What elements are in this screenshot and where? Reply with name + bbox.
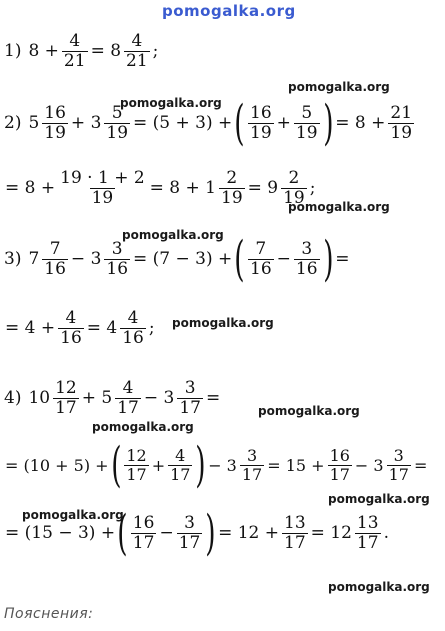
- denominator: 17: [329, 464, 350, 484]
- parenthesized-group: ( $\frac{16}{17}$ − $\frac{3}{17}$ ): [117, 505, 216, 561]
- term: − 3: [208, 455, 237, 475]
- fraction: [387, 447, 411, 483]
- term: = 8 + 1: [149, 178, 216, 198]
- explanations-heading: Пояснения:: [4, 606, 94, 622]
- item-label: 4): [4, 388, 22, 408]
- denominator: 19: [91, 187, 114, 208]
- numerator: 4: [127, 307, 139, 328]
- fraction: [104, 104, 130, 142]
- numerator: 16: [329, 445, 350, 465]
- fraction: [120, 309, 146, 347]
- denominator: 17: [179, 397, 201, 418]
- watermark: pomogalka.org: [92, 420, 194, 434]
- term: ;: [152, 41, 159, 61]
- fraction: [355, 514, 381, 552]
- term: = 8 +: [5, 178, 56, 198]
- term: 7: [28, 249, 40, 269]
- fraction: [62, 32, 88, 70]
- term: = (10 + 5) +: [5, 455, 109, 475]
- numerator: 3: [111, 238, 123, 259]
- denominator: 16: [44, 258, 66, 279]
- equation-1: [4, 24, 159, 78]
- fraction: [124, 32, 150, 70]
- fraction: [281, 169, 307, 207]
- watermark: pomogalka.org: [172, 316, 274, 330]
- numerator: 4: [175, 445, 186, 465]
- numerator: 3: [301, 238, 313, 259]
- fraction: [124, 447, 148, 483]
- parenthesized-group: ( $\frac{16}{19}$ + $\frac{5}{19}$ ): [234, 95, 334, 151]
- denominator: 19: [221, 187, 243, 208]
- denominator: 19: [250, 122, 272, 143]
- term: + 5: [81, 388, 113, 408]
- term: = 8: [90, 41, 122, 61]
- denominator: 19: [283, 187, 305, 208]
- numerator: 4: [122, 377, 134, 398]
- operator: +: [151, 455, 166, 475]
- numerator: 5: [301, 102, 313, 123]
- numerator: 16: [250, 102, 272, 123]
- watermark: pomogalka.org: [122, 228, 224, 242]
- term: =: [335, 249, 350, 269]
- fraction: [58, 169, 147, 207]
- denominator: 17: [117, 397, 139, 418]
- fraction: [131, 514, 157, 552]
- denominator: 19: [390, 122, 413, 143]
- denominator: 16: [60, 327, 82, 348]
- denominator: 16: [106, 258, 129, 279]
- denominator: 19: [295, 122, 318, 143]
- denominator: 16: [122, 327, 144, 348]
- denominator: 17: [356, 532, 379, 553]
- denominator: 17: [178, 532, 201, 553]
- denominator: 21: [126, 50, 148, 71]
- item-label: 3): [4, 249, 22, 269]
- term: = (7 − 3) +: [133, 249, 233, 269]
- term: 8 +: [28, 41, 59, 61]
- numerator: 12: [126, 445, 147, 465]
- operator: −: [159, 523, 174, 543]
- numerator: 4: [131, 30, 143, 51]
- numerator: 3: [184, 512, 195, 533]
- denominator: 17: [132, 532, 155, 553]
- term: ;: [309, 178, 316, 198]
- term: + 3: [70, 113, 102, 133]
- watermark: pomogalka.org: [288, 200, 390, 214]
- term: = 12 +: [218, 523, 279, 543]
- item-label: 1): [4, 41, 22, 61]
- parenthesized-group: ( $\frac{12}{17}$ + $\frac{4}{17}$ ): [110, 437, 206, 493]
- term: ;: [148, 318, 155, 338]
- term: = (15 − 3) +: [5, 523, 116, 543]
- numerator: 12: [55, 377, 77, 398]
- numerator: 21: [390, 102, 413, 123]
- fraction: [248, 104, 274, 142]
- equation-2-continued: [4, 160, 316, 216]
- equation-4-continued: [4, 436, 428, 494]
- numerator: 7: [255, 238, 267, 259]
- numerator: 2: [288, 167, 300, 188]
- denominator: 17: [241, 464, 263, 484]
- term: = 4 +: [5, 318, 56, 338]
- term: − 3: [70, 249, 102, 269]
- numerator: 3: [184, 377, 196, 398]
- item-label: 2): [4, 113, 22, 133]
- watermark: pomogalka.org: [288, 80, 390, 94]
- numerator: 2: [226, 167, 238, 188]
- term: − 3: [143, 388, 175, 408]
- denominator: 16: [250, 258, 272, 279]
- fraction: [177, 379, 203, 417]
- numerator: 4: [65, 307, 77, 328]
- equation-4: [4, 370, 221, 426]
- term: = 9: [247, 178, 279, 198]
- watermark: pomogalka.org: [328, 492, 430, 506]
- watermark: pomogalka.org: [120, 96, 222, 110]
- equation-3: [4, 230, 351, 288]
- numerator: 7: [49, 238, 61, 259]
- fraction: [168, 447, 192, 483]
- watermark: pomogalka.org: [328, 580, 430, 594]
- numerator: 4: [69, 30, 81, 51]
- term: = 12: [310, 523, 352, 543]
- term: 5: [28, 113, 40, 133]
- numerator: 19 · 1 + 2: [60, 167, 145, 188]
- operator: +: [276, 113, 291, 133]
- term: .: [383, 523, 389, 543]
- denominator: 17: [170, 464, 191, 484]
- numerator: 5: [111, 102, 123, 123]
- numerator: 16: [44, 102, 66, 123]
- fraction: [282, 514, 308, 552]
- watermark-top: pomogalka.org: [162, 2, 296, 20]
- term: − 3: [354, 455, 384, 475]
- equation-2: [4, 94, 416, 152]
- parenthesized-group: ( $\frac{7}{16}$ − $\frac{3}{16}$ ): [234, 231, 334, 287]
- term: = 4: [86, 318, 118, 338]
- denominator: 17: [126, 464, 147, 484]
- watermark: pomogalka.org: [258, 404, 360, 418]
- fraction: [53, 379, 79, 417]
- equation-4-result: [4, 504, 390, 562]
- denominator: 19: [106, 122, 129, 143]
- numerator: 16: [132, 512, 155, 533]
- term: = 8 +: [335, 113, 386, 133]
- fraction: [115, 379, 141, 417]
- numerator: 13: [356, 512, 379, 533]
- fraction: [240, 447, 264, 483]
- fraction: [58, 309, 84, 347]
- fraction: [42, 104, 68, 142]
- fraction: [42, 240, 68, 278]
- numerator: 3: [246, 445, 258, 465]
- term: =: [205, 388, 221, 408]
- denominator: 21: [63, 50, 86, 71]
- fraction: [294, 104, 320, 142]
- term: 10: [28, 388, 51, 408]
- fraction: [388, 104, 414, 142]
- fraction: [294, 240, 320, 278]
- denominator: 19: [44, 122, 66, 143]
- term: = (5 + 3) +: [133, 113, 233, 133]
- term: =: [413, 455, 428, 475]
- numerator: 13: [284, 512, 306, 533]
- fraction: [177, 514, 203, 552]
- operator: −: [276, 249, 291, 269]
- numerator: 3: [393, 445, 404, 465]
- denominator: 17: [284, 532, 306, 553]
- denominator: 17: [388, 464, 409, 484]
- equation-3-continued: [4, 300, 156, 356]
- term: = 15 +: [267, 455, 325, 475]
- fraction: [219, 169, 245, 207]
- denominator: 17: [55, 397, 77, 418]
- denominator: 16: [295, 258, 318, 279]
- fraction: [104, 240, 130, 278]
- fraction: [248, 240, 274, 278]
- fraction: [328, 447, 352, 483]
- watermark: pomogalka.org: [22, 508, 124, 522]
